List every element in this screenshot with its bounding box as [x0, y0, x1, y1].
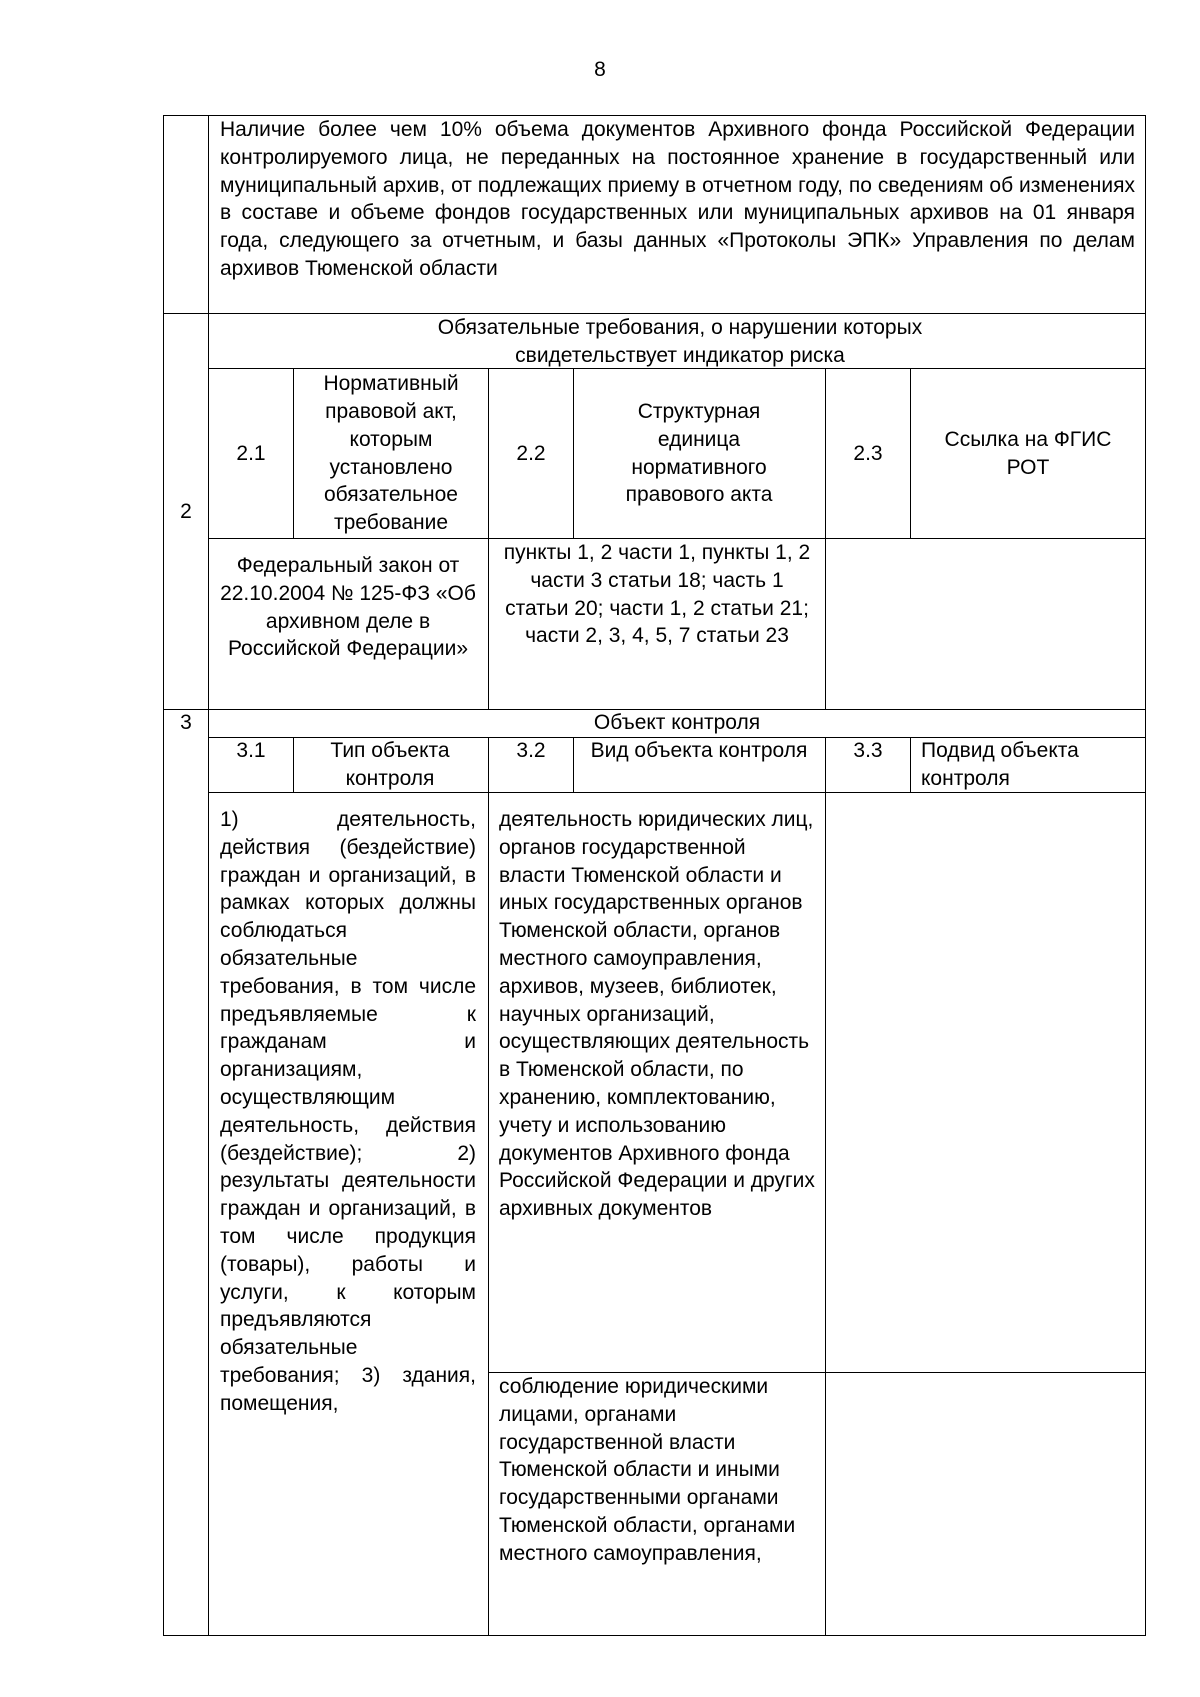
requirements-header: Обязательные требования, о нарушении которых свидетельствует индикатор риска	[437, 316, 923, 367]
col-label-object-subkind: Подвид объекта контроля	[921, 739, 1079, 790]
object-type-value: 1) деятельность, действия (бездействие) граждан и организаций, в рамках которых должны соблюдаться обязательные требования, в том числе предъявляемые к гражданам и организациям, осуществляющим деятельность, действия (бездействие); 2) результаты деятельности граждан и организаций, в том числе продукция (товары), работы и услуги, к которым предъявляются обязательные требования; 3) здания, помещения,	[220, 808, 476, 1415]
col-number-2-2: 2.2	[516, 441, 546, 465]
col-number-3-1: 3.1	[236, 739, 266, 762]
col-label-object-kind: Вид объекта контроля	[590, 739, 808, 762]
risk-indicator-text: Наличие более чем 10% объема документов Архивного фонда Российской Федерации контролируемого лица, не переданных на постоянное хранение в государственный или муниципальный архив, от подлежащих приему в отчетном году, по сведениям об изменениях в составе и объеме фондов государственных или муниципальных архивов на 01 января года, следующего за отчетным, и базы данных «Протоколы ЭПК» Управления по делам архивов Тюменской области	[220, 118, 1135, 280]
row-number-2: 2	[180, 499, 192, 523]
col-label-legal-act: Нормативный правовой акт, которым установлено обязательное требование	[323, 372, 459, 535]
col-number-2-1: 2.1	[236, 441, 266, 465]
col-label-object-type: Тип объекта контроля	[330, 739, 450, 790]
col-label-fgis-link: Ссылка на ФГИС РОТ	[944, 427, 1112, 479]
object-kind-value-2: соблюдение юридическими лицами, органами государственной власти Тюменской области и иными государственными органами Тюменской области, органами местного самоуправления,	[499, 1375, 796, 1565]
col-number-3-2: 3.2	[516, 739, 546, 762]
object-kind-value-1: деятельность юридических лиц, органов государственной власти Тюменской области и иных государственных органов Тюменской области, органов местного самоуправления, архивов, музеев, библиотек, научных организаций, осуществляющих деятельность в Тюменской области, по хранению, комплектованию, учету и использованию документов Архивного фонда Российской Федерации и других архивных документов	[499, 808, 815, 1221]
col-label-structural-unit: Структурная единица нормативного правового акта	[625, 399, 773, 507]
col-number-2-3: 2.3	[853, 441, 883, 465]
row-number-3: 3	[180, 711, 192, 734]
legal-act-value: Федеральный закон от 22.10.2004 № 125-ФЗ «Об архивном деле в Российской Федерации»	[220, 554, 476, 661]
col-number-3-3: 3.3	[853, 739, 883, 762]
control-object-header: Объект контроля	[593, 711, 761, 734]
structural-unit-value: пункты 1, 2 части 1, пункты 1, 2 части 3 статьи 18; часть 1 статьи 20; части 1, 2 статьи 21; части 2, 3, 4, 5, 7 статьи 23	[503, 541, 811, 648]
page-number: 8	[594, 58, 606, 81]
